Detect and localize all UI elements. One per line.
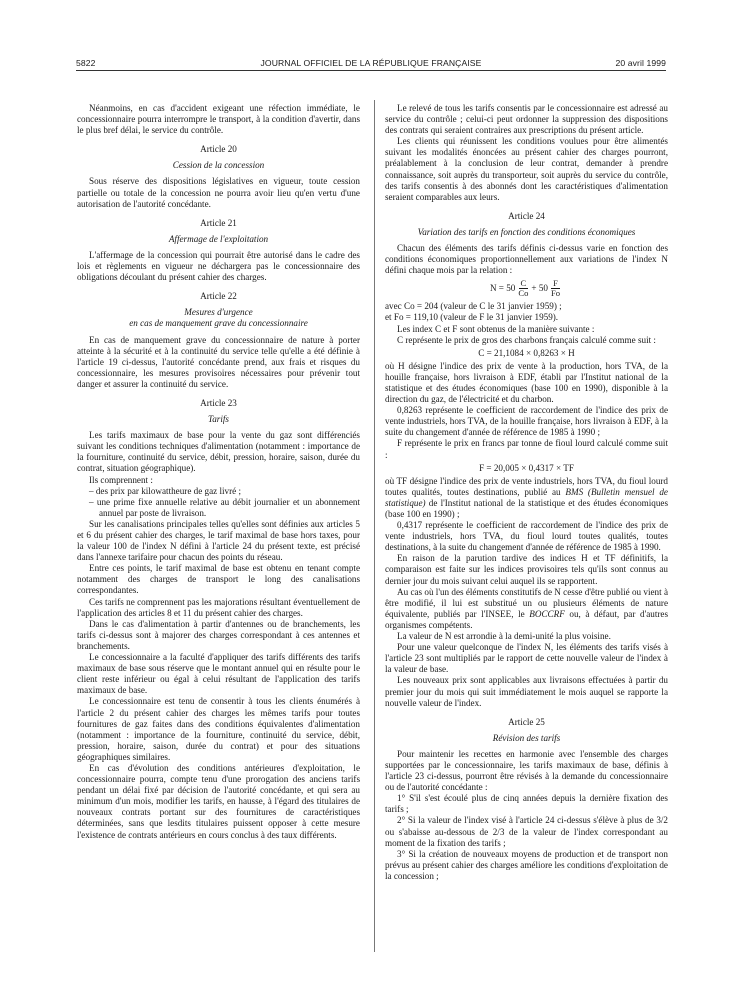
paragraph: Néanmoins, en cas d'accident exigeant une réfection immédiate, le concessionnaire pourra interrompre le transport, à la condition d'avertir, dans le plus bref délai, le service du contrôle.: [77, 103, 360, 136]
paragraph: Ils comprennent :: [89, 474, 153, 485]
text-segment: Au cas où l'un des éléments constitutifs de N cesse d'être publié ou vient à être modifié, il lui est substitué un ou plusieurs éléments de nature équivalente, publiés par l'INSEE, le: [385, 586, 668, 619]
article-title: Tarifs: [208, 414, 229, 425]
paragraph: Le concessionnaire a la faculté d'appliquer des tarifs différents des tarifs maximaux de base sous réserve que le montant annuel qui en résulte pour le client reste inférieur ou égal à celui résultant de l'application des tarifs maximaux de base.: [77, 652, 360, 696]
list-item: – des prix par kilowattheure de gaz livré ;: [89, 485, 242, 496]
paragraph: 2° Si la valeur de l'index visé à l'article 24 ci-dessus s'élève à plus de 3/2 ou s'abaisse au-dessous de 2/3 de la valeur de l'index correspondant au moment de la fixation des tarifs ;: [385, 815, 668, 848]
paragraph: Pour une valeur quelconque de l'index N, les éléments des tarifs visés à l'article 23 sont multipliés par le rapport de cette nouvelle valeur de l'index à la valeur de base.: [385, 642, 668, 675]
article-title: Mesures d'urgence: [184, 307, 253, 318]
paragraph: 1° S'il s'est écoulé plus de cinq années depuis la dernière fixation des tarifs ;: [385, 793, 668, 815]
journal-title: JOURNAL OFFICIEL DE LA RÉPUBLIQUE FRANÇAISE: [260, 58, 482, 68]
bms-reference: BMS (Bulletin mensuel de statistique): [385, 486, 668, 508]
paragraph: 3° Si la création de nouveaux moyens de production et de transport non prévus au présent cahier des charges améliore les conditions d'exploitation de la concession ;: [385, 848, 668, 881]
paragraph: En cas de manquement grave du concessionnaire de nature à porter atteinte à la sécurité et à la continuité du service telle qu'elle a été définie à l'article 19 ci-dessus, l'autorité concédante prend, aux frais et risques du concessionnaire, les mesures provisoires nécessaires pour prévenir tout danger et assurer la continuité du service.: [77, 334, 360, 389]
issue-date: 20 avril 1999: [615, 58, 666, 68]
article-heading: Article 23: [200, 397, 237, 408]
paragraph: [385, 476, 668, 520]
paragraph: La valeur de N est arrondie à la demi-unité la plus voisine.: [397, 631, 611, 642]
fraction-c: [518, 279, 528, 298]
list-item: – une prime fixe annuelle relative au débit journalier et un abonnement annuel par poste de livraison.: [89, 496, 360, 518]
paragraph: F représente le prix en francs par tonne de fioul lourd calculé comme suit :: [385, 438, 668, 460]
paragraph: L'affermage de la concession qui pourrait être autorisé dans le cadre des lois et règlements en vigueur ne déchargera pas le concessionnaire des obligations découlant du présent cahier des charges.: [77, 249, 360, 283]
paragraph: Le relevé de tous les tarifs consentis par le concessionnaire est adressé au service du contrôle ; celui-ci peut ordonner la suppression des dispositions des contrats qui seraient contraires aux prescriptions du présent article.: [385, 103, 668, 136]
equation-c: C = 21,1084 × 0,8263 × H: [478, 347, 575, 358]
paragraph: Dans le cas d'alimentation à partir d'antennes ou de branchements, les tarifs ci-dessus sont à majorer des charges correspondant à ces antennes et branchements.: [77, 618, 360, 651]
paragraph: Les nouveaux prix sont applicables aux livraisons effectuées à partir du premier jour du mois qui suit immédiatement le mois auquel se rapporte la nouvelle valeur de l'index.: [385, 675, 668, 708]
fraction-numerator: C: [520, 278, 527, 289]
fraction-denominator: Co: [518, 288, 529, 299]
article-heading: Article 21: [200, 217, 237, 228]
text-segment: ou, à défaut, par d'autres organismes compétents.: [385, 608, 669, 630]
article-subtitle: en cas de manquement grave du concessionnaire: [129, 318, 308, 329]
paragraph: Sur les canalisations principales telles qu'elles sont définies aux articles 5 et 6 du présent cahier des charges, le tarif maximal de base hors taxes, pour la valeur 100 de l'index N défini à l'article 24 du présent texte, est précisé dans l'annexe tarifaire pour chacun des points du réseau.: [77, 518, 360, 563]
paragraph: Entre ces points, le tarif maximal de base est obtenu en tenant compte notamment des charges de transport le long des canalisations correspondantes.: [77, 563, 360, 596]
paragraph: Le concessionnaire est tenu de consentir à tous les clients énumérés à l'article 2 du présent cahier des charges les mêmes tarifs pour toutes fournitures de gaz faites dans des conditions équivalentes d'alimentation (notamment : importance de la fourniture, continuité du service, débit, pression, horaire, saison, durée du contrat) et pour des situations géographiques similaires.: [77, 696, 360, 762]
paragraph: En raison de la parution tardive des indices H et TF définitifs, la comparaison est faite sur les indices provisoires tels qu'ils sont connus au dernier jour du mois suivant celui auquel ils se rapportent.: [385, 553, 668, 586]
index-formula: [385, 279, 668, 298]
paragraph: avec Co = 204 (valeur de C le 31 janvier 1959) ;: [385, 301, 562, 312]
equation-f: F = 20,005 × 0,4317 × TF: [479, 462, 574, 473]
fraction-denominator: Fo: [550, 288, 561, 299]
paragraph: Pour maintenir les recettes en harmonie avec l'ensemble des charges supportées par le concessionnaire, les tarifs maximaux de base, définis à l'article 23 ci-dessus, pourront être révisés à la demande du concessionnaire ou de l'autorité concédante :: [385, 748, 668, 793]
paragraph: Sous réserve des dispositions législatives en vigueur, toute cession partielle ou totale de la concession ne pourra avoir lieu qu'en vertu d'une autorisation de l'autorité concédante.: [77, 176, 360, 209]
paragraph: C représente le prix de gros des charbons français calculé comme suit :: [397, 334, 656, 345]
article-title: Cession de la concession: [172, 160, 265, 171]
paragraph: Les tarifs maximaux de base pour la vente du gaz sont différenciés suivant les conditions techniques d'alimentation (notamment : importance de la fourniture, continuité du service, débit, pression, horaire, saison, durée du contrat, situation géographique).: [77, 430, 360, 474]
header-rule: [76, 70, 666, 71]
column-divider: [374, 100, 375, 952]
article-heading: Article 20: [200, 144, 237, 155]
paragraph: [385, 587, 668, 631]
fraction-f: [551, 279, 560, 298]
paragraph: 0,4317 représente le coefficient de raccordement de l'indice des prix de vente industriels, hors TVA, du fioul lourd toutes qualités, toutes destinations, à la suite du changement d'année de référence de 1985 à 1990.: [385, 520, 668, 553]
formula-mid: + 50: [531, 283, 548, 294]
page-number: 5822: [76, 58, 96, 68]
article-title: Révision des tarifs: [492, 732, 561, 743]
paragraph: Les index C et F sont obtenus de la manière suivante :: [397, 323, 595, 334]
left-column: [77, 103, 360, 841]
article-heading: Article 22: [200, 291, 237, 302]
paragraph: Les clients qui réunissent les conditions voulues pour être alimentés suivant les modalités énoncées au présent cahier des charges pourront, préalablement à la conclusion de leur contrat, demander à prendre connaissance, soit auprès du transporteur, soit auprès du service du contrôle, des tarifs consentis à des abonnés dont les caractéristiques d'alimentation seraient comparables aux leurs.: [385, 136, 668, 202]
paragraph: Chacun des éléments des tarifs définis ci-dessus varie en fonction des conditions économiques proportionnellement aux variations de l'index N défini chaque mois par la relation :: [385, 243, 668, 276]
paragraph: Ces tarifs ne comprennent pas les majorations résultant éventuellement de l'application des articles 8 et 11 du présent cahier des charges.: [77, 596, 360, 618]
paragraph: 0,8263 représente le coefficient de raccordement de l'indice des prix de vente industriels, hors TVA, de la houille française, hors livraison à EDF, à la suite du changement d'année de référence de 1985 à 1990 ;: [385, 405, 668, 438]
article-title: Affermage de l'exploitation: [168, 233, 269, 244]
paragraph: et Fo = 119,10 (valeur de F le 31 janvier 1959).: [385, 312, 559, 323]
formula-lhs: N = 50: [489, 283, 516, 294]
right-column: [385, 103, 668, 882]
article-heading: Article 25: [508, 716, 545, 727]
text-segment: où TF désigne l'indice des prix de vente industriels, hors TVA, du fioul lourd toutes qualités, toutes destinations, publié au: [385, 475, 668, 497]
article-title: Variation des tarifs en fonction des conditions économiques: [417, 226, 636, 237]
paragraph: où H désigne l'indice des prix de vente à la production, hors TVA, de la houille française, hors livraison à EDF, établi par l'Institut national de la statistique et des études économiques (base 100 en 1990), disponible à la direction du gaz, de l'électricité et du charbon.: [385, 360, 668, 405]
text-segment: de l'Institut national de la statistique et des études économiques (base 100 en 1990) ;: [385, 497, 668, 519]
fraction-numerator: F: [553, 278, 558, 289]
boccrf-reference: BOCCRF: [529, 608, 565, 619]
paragraph: En cas d'évolution des conditions antérieures d'exploitation, le concessionnaire pourra, compte tenu d'une prorogation des anciens tarifs pendant un délai fixé par décision de l'autorité concédante, et qui sera au minimum d'un mois, modifier les tarifs, en hausse, à l'égard des titulaires de nouveaux contrats portant sur des fournitures de caractéristiques déterminées, sans que lesdits titulaires puissent opposer à cette mesure l'existence de contrats antérieurs en cours conclus à des taux différents.: [77, 762, 360, 840]
article-heading: Article 24: [508, 210, 545, 221]
